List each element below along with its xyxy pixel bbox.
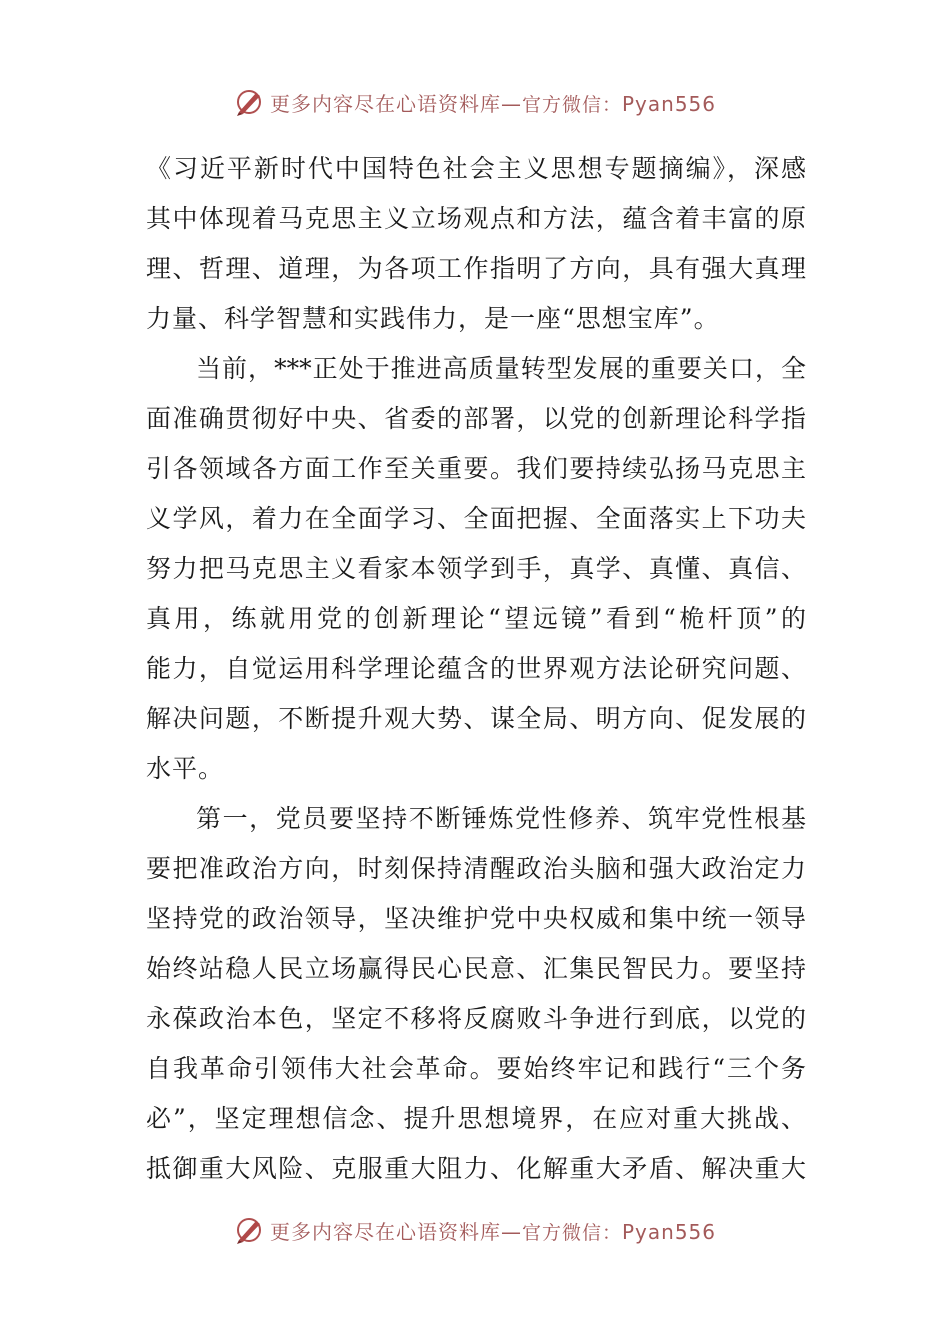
text-line-content: 面准确贯彻好中央、省委的部署，以党的创新理论科学指 (146, 404, 806, 433)
text-line (146, 1094, 806, 1144)
text-line-content: 能力，自觉运用科学理论蕴含的世界观方法论研究问题、 (146, 654, 806, 683)
watermark-main: 更多内容尽在心语资料库 (269, 91, 501, 116)
text-line (146, 644, 806, 694)
text-line (146, 144, 806, 194)
text-line-content: 水平。 (146, 754, 225, 783)
text-line-content: 第一，党员要坚持不断锤炼党性修养、筑牢党性根基 (196, 804, 806, 833)
text-line (146, 1144, 806, 1194)
watermark-text (270, 1216, 716, 1245)
text-line (146, 394, 806, 444)
text-line-content: 其中体现着马克思主义立场观点和方法，蕴含着丰富的原 (146, 204, 806, 233)
text-line-content: 解决问题，不断提升观大势、谋全局、明方向、促发展的 (146, 704, 806, 733)
text-line-content: 始终站稳人民立场赢得民心民意、汇集民智民力。要坚持 (146, 954, 806, 983)
document-body (146, 144, 806, 1194)
text-line (146, 344, 806, 394)
text-line (146, 444, 806, 494)
text-line-content: 努力把马克思主义看家本领学到手，真学、真懂、真信、 (146, 554, 806, 583)
watermark-account: Pyan556 (622, 1219, 717, 1244)
text-line (146, 294, 806, 344)
text-line (146, 544, 806, 594)
text-line-content: 要把准政治方向，时刻保持清醒政治头脑和强大政治定力 (146, 854, 806, 883)
text-line (146, 1044, 806, 1094)
text-line (146, 594, 806, 644)
text-line-content: 《习近平新时代中国特色社会主义思想专题摘编》，深感 (146, 154, 806, 183)
watermark-label: 官方微信： (521, 1221, 622, 1244)
text-line-content: 义学风，着力在全面学习、全面把握、全面落实上下功夫 (146, 504, 806, 533)
text-line-content: 当前，***正处于推进高质量转型发展的重要关口，全 (196, 354, 806, 383)
pen-logo-icon (234, 87, 264, 117)
text-line-content: 抵御重大风险、克服重大阻力、化解重大矛盾、解决重大 (146, 1154, 806, 1183)
text-line (146, 894, 806, 944)
watermark-main: 更多内容尽在心语资料库 (269, 1219, 501, 1244)
watermark-account: Pyan556 (622, 91, 717, 116)
watermark-label: 官方微信： (521, 93, 622, 116)
text-line (146, 844, 806, 894)
watermark-banner-bottom (0, 1208, 950, 1252)
text-line-content: 必”，坚定理想信念、提升思想境界，在应对重大挑战、 (146, 1104, 806, 1133)
watermark-banner-top (0, 80, 950, 124)
text-line (146, 244, 806, 294)
watermark-separator: — (500, 1219, 522, 1244)
text-line-content: 理、哲理、道理，为各项工作指明了方向，具有强大真理 (146, 254, 806, 283)
text-line (146, 694, 806, 744)
text-line (146, 194, 806, 244)
text-line-content: 自我革命引领伟大社会革命。要始终牢记和践行“三个务 (146, 1054, 806, 1083)
text-line (146, 794, 806, 844)
text-line-content: 坚持党的政治领导，坚决维护党中央权威和集中统一领导 (146, 904, 806, 933)
text-line-content: 力量、科学智慧和实践伟力，是一座“思想宝库”。 (146, 304, 720, 333)
text-line-content: 永葆政治本色，坚定不移将反腐败斗争进行到底，以党的 (146, 1004, 806, 1033)
text-line-content: 真用，练就用党的创新理论“望远镜”看到“桅杆顶”的 (146, 604, 806, 633)
watermark-text (270, 88, 716, 117)
text-line (146, 744, 806, 794)
text-line (146, 994, 806, 1044)
text-line (146, 944, 806, 994)
text-line (146, 494, 806, 544)
watermark-separator: — (500, 91, 522, 116)
pen-logo-icon (234, 1215, 264, 1245)
text-line-content: 引各领域各方面工作至关重要。我们要持续弘扬马克思主 (146, 454, 806, 483)
